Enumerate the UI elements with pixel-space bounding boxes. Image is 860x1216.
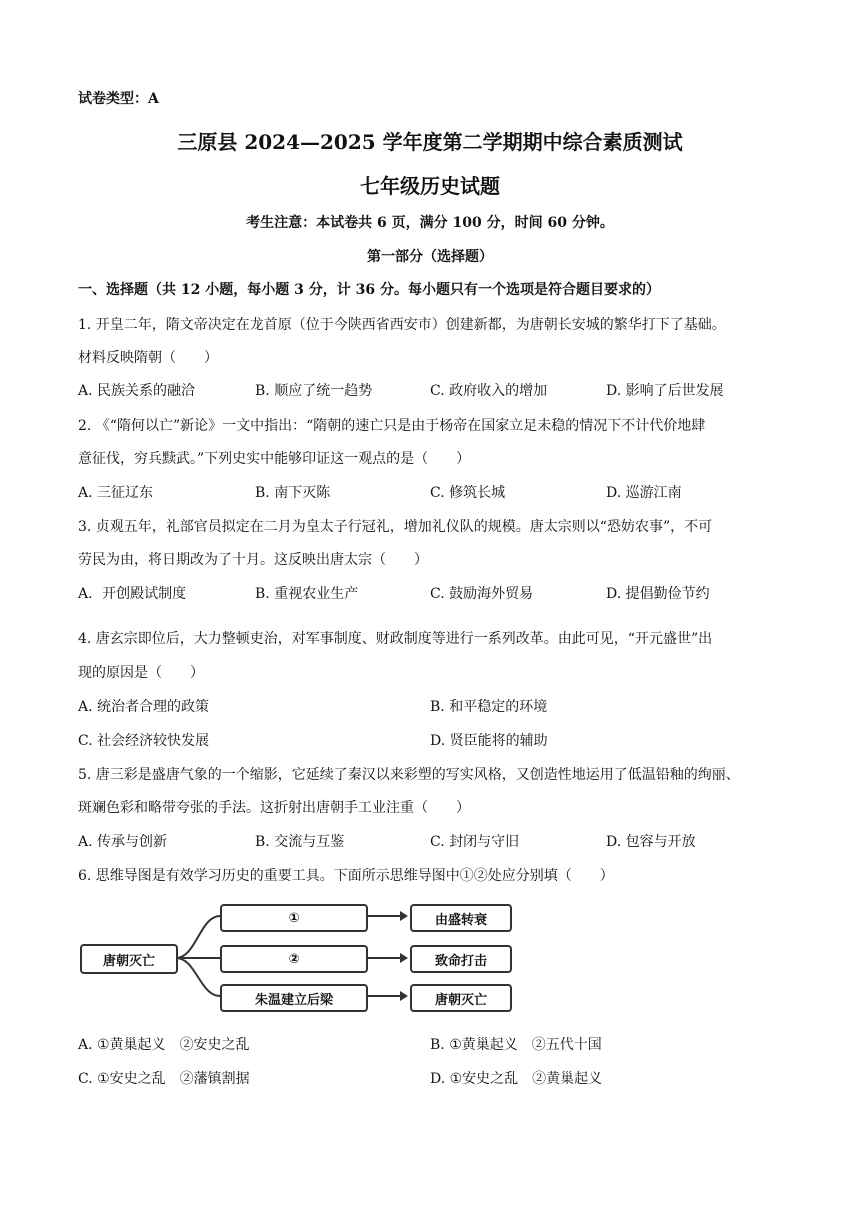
question-4-option-d: D. 贤臣能将的辅助: [430, 733, 548, 749]
part-heading: 第一部分（选择题）: [367, 249, 493, 265]
mind-map-tang-fall-box: 唐朝灭亡: [410, 984, 512, 1012]
question-2-option-c: C. 修筑长城: [430, 485, 506, 501]
mind-map-houliang-box: 朱温建立后梁: [220, 984, 368, 1012]
paper-type: 试卷类型：A: [78, 91, 159, 107]
arrow-1-head: [400, 911, 408, 921]
question-3-option-c: C. 鼓励海外贸易: [430, 586, 534, 602]
question-5-line-1: 5. 唐三彩是盛唐气象的一个缩影，它延续了秦汉以来彩塑的写实风格，又创造性地运用了低温铅釉的绚丽、: [78, 767, 740, 783]
question-1-option-a: A. 民族关系的融洽: [78, 383, 196, 399]
question-4-line-1: 4. 唐玄宗即位后，大力整顿吏治，对军事制度、财政制度等进行一系列改革。由此可见，“开元盛世”出: [78, 631, 713, 647]
question-2-option-b: B. 南下灭陈: [255, 485, 331, 501]
question-5-option-d: D. 包容与开放: [606, 834, 696, 850]
question-3-option-d: D. 提倡勤俭节约: [606, 586, 710, 602]
question-5-option-c: C. 封闭与守旧: [430, 834, 520, 850]
question-3-option-b: B. 重视农业生产: [255, 586, 359, 602]
connector-root-to-1: [176, 916, 220, 958]
question-4-line-2: 现的原因是（ ）: [78, 665, 204, 681]
exam-title: 三原县 2024—2025 学年度第二学期期中综合素质测试: [177, 130, 683, 154]
mind-map-fatal-blow-box: 致命打击: [410, 945, 512, 973]
question-6-option-d: D. ①安史之乱 ②黄巢起义: [430, 1071, 603, 1087]
question-2-line-2: 意征伐，穷兵黩武。”下列史实中能够印证这一观点的是（ ）: [78, 451, 471, 467]
question-4-option-c: C. 社会经济较快发展: [78, 733, 210, 749]
question-3-line-1: 3. 贞观五年，礼部官员拟定在二月为皇太子行冠礼，增加礼仪队的规模。唐太宗则以“恐妨农事”，不可: [78, 519, 713, 535]
exam-notice: 考生注意：本试卷共 6 页，满分 100 分，时间 60 分钟。: [246, 215, 614, 231]
question-1-option-d: D. 影响了后世发展: [606, 383, 724, 399]
question-1-line-2: 材料反映隋朝（ ）: [78, 350, 218, 366]
question-1-option-c: C. 政府收入的增加: [430, 383, 548, 399]
question-4-option-a: A. 统治者合理的政策: [78, 699, 210, 715]
question-1-option-b: B. 顺应了统一趋势: [255, 383, 373, 399]
question-5-option-a: A. 传承与创新: [78, 834, 168, 850]
question-2-line-1: 2. 《“隋何以亡”新论》一文中指出：“隋朝的速亡只是由于杨帝在国家立足未稳的情况下不计代价地肆: [78, 418, 706, 434]
exam-subtitle: 七年级历史试题: [360, 174, 500, 198]
mind-map-blank-2-box: ②: [220, 945, 368, 973]
question-2-option-d: D. 巡游江南: [606, 485, 682, 501]
mind-map-diagram: [78, 898, 518, 1018]
connector-root-to-3: [176, 958, 220, 996]
mind-map-root-box: 唐朝灭亡: [80, 944, 178, 974]
question-6-option-b: B. ①黄巢起义 ②五代十国: [430, 1037, 602, 1053]
question-1-line-1: 1. 开皇二年，隋文帝决定在龙首原（位于今陕西省西安市）创建新都，为唐朝长安城的繁华打下了基础。: [78, 317, 726, 333]
question-4-option-b: B. 和平稳定的环境: [430, 699, 548, 715]
section-heading: 一、选择题（共 12 小题，每小题 3 分，计 36 分。每小题只有一个选项是符合题目要求的）: [78, 282, 660, 298]
arrow-2-head: [400, 953, 408, 963]
question-6-option-a: A. ①黄巢起义 ②安史之乱: [78, 1037, 250, 1053]
question-3-option-a: A．开创殿试制度: [78, 586, 187, 602]
mind-map-decline-box: 由盛转衰: [410, 904, 512, 932]
question-6-option-c: C. ①安史之乱 ②藩镇割据: [78, 1071, 250, 1087]
mind-map-blank-1-box: ①: [220, 904, 368, 932]
question-5-line-2: 斑斓色彩和略带夸张的手法。这折射出唐朝手工业注重（ ）: [78, 800, 470, 816]
question-5-option-b: B. 交流与互鉴: [255, 834, 345, 850]
question-2-option-a: A. 三征辽东: [78, 485, 154, 501]
arrow-3-head: [400, 991, 408, 1001]
question-3-line-2: 劳民为由，将日期改为了十月。这反映出唐太宗（ ）: [78, 552, 428, 568]
question-6-line-1: 6. 思维导图是有效学习历史的重要工具。下面所示思维导图中①②处应分别填（ ）: [78, 868, 614, 884]
